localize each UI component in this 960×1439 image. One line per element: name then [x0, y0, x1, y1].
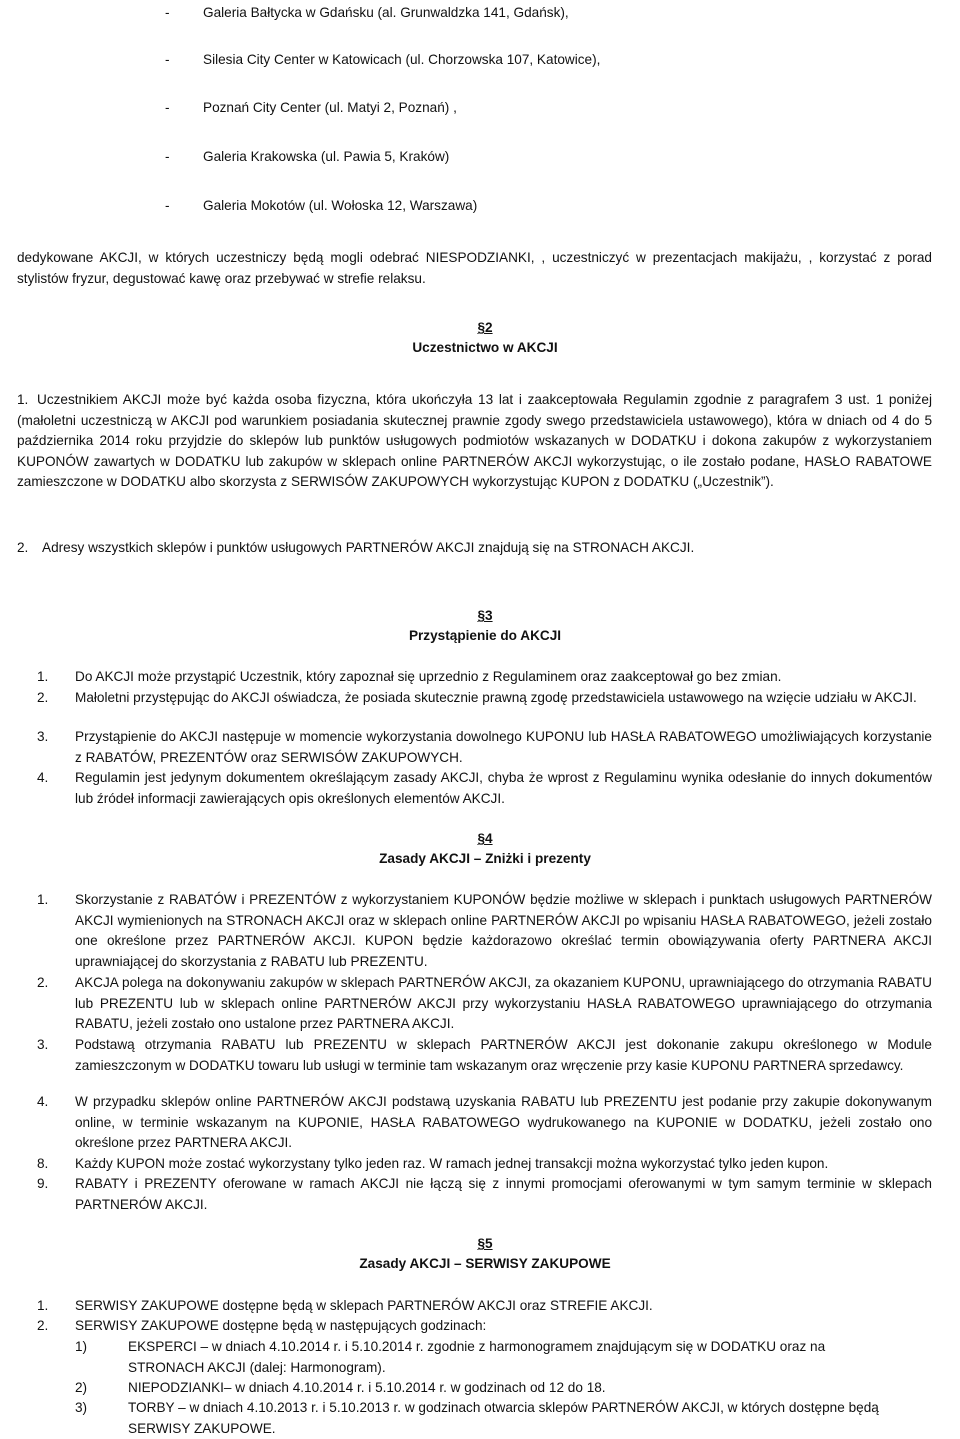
section-title: Uczestnictwo w AKCJI: [412, 340, 558, 355]
item-number: 2.: [37, 1318, 49, 1333]
item-number: 3.: [37, 1037, 49, 1052]
list-item: [37, 1154, 932, 1175]
item-number: 2.: [37, 690, 49, 705]
section-number: §4: [477, 831, 493, 846]
location-item: [165, 98, 457, 119]
location-text: Silesia City Center w Katowicach (ul. Chorzowska 107, Katowice),: [203, 52, 601, 67]
item-text: Adresy wszystkich sklepów i punktów usługowych PARTNERÓW AKCJI znajdują się na STRONACH AKCJI.: [42, 540, 695, 555]
item-text: SERWISY ZAKUPOWE dostępne będą w następujących godzinach:: [75, 1318, 487, 1333]
list-dash: -: [165, 100, 170, 115]
sub-item-number: 2): [75, 1380, 88, 1395]
item-number: 1.: [37, 892, 49, 907]
location-item: [165, 50, 600, 71]
item-text: RABATY i PREZENTY oferowane w ramach AKCJI nie łączą się z innymi promocjami oferowanymi w tym samym terminie w sklepach PARTNERÓW AKCJI.: [75, 1176, 932, 1212]
location-item: [165, 3, 569, 24]
item-number: 9.: [37, 1176, 49, 1191]
list-item: [37, 1035, 932, 1076]
item-number: 8.: [37, 1156, 49, 1171]
item-number: 3.: [37, 729, 49, 744]
sub-item-number: 1): [75, 1339, 88, 1354]
item-number: 4.: [37, 770, 49, 785]
item-text: AKCJA polega na dokonywaniu zakupów w sklepach PARTNERÓW AKCJI, za okazaniem KUPONU, uprawniającego do otrzymania RABATU lub PREZENTU lub w sklepach online PARTNERÓW AKCJI przy wykorzystaniu HASŁA RABATOWEGO uprawniającego do otrzymania RABATU, jeżeli zostało ono ustalone przez PARTNERA AKCJI.: [75, 975, 932, 1031]
item-text: Skorzystanie z RABATÓW i PREZENTÓW z wykorzystaniem KUPONÓW będzie możliwe w sklepach i punktach usługowych PARTNERÓW AKCJI wymienionych na STRONACH AKCJI oraz w sklepach online PARTNERÓW AKCJI po wpisaniu HASŁA RABATOWEGO, jeżeli zostało one określone przez PARTNERÓW AKCJI. KUPON będzie każdorazowo określać termin obowiązywania oferty PARTNERA AKCJI uprawniającej do skorzystania z RABATU lub PREZENTU.: [75, 892, 932, 969]
item-text: W przypadku sklepów online PARTNERÓW AKCJI podstawą uzyskania RABATU lub PREZENTU jest podanie przy zakupie dokonywanym online, w terminie wskazanym na KUPONIE, HASŁA RABATOWEGO wydrukowanego na KUPONIE w DODATKU, jeżeli zostało ono określone przez PARTNERA AKCJI.: [75, 1094, 932, 1150]
item-number: 1.: [37, 669, 49, 684]
section-title: Zasady AKCJI – SERWISY ZAKUPOWE: [359, 1256, 611, 1271]
list-item: [37, 973, 932, 1035]
location-text: Galeria Krakowska (ul. Pawia 5, Kraków): [203, 149, 450, 164]
item-text: SERWISY ZAKUPOWE dostępne będą w sklepach PARTNERÓW AKCJI oraz STREFIE AKCJI.: [75, 1298, 653, 1313]
list-item: [37, 1092, 932, 1154]
item-number: 2.: [17, 540, 29, 555]
location-item: [165, 147, 449, 168]
list-item: [17, 538, 932, 559]
sub-list-item: [75, 1378, 880, 1399]
item-text: Przystąpienie do AKCJI następuje w momencie wykorzystania dowolnego KUPONU lub HASŁA RABATOWEGO umożliwiających korzystanie z RABATÓW, PREZENTÓW oraz SERWISÓW ZAKUPOWYCH.: [75, 729, 932, 765]
section-number: §2: [477, 320, 493, 335]
item-text: Podstawą otrzymania RABATU lub PREZENTU w sklepach PARTNERÓW AKCJI jest dokonanie zakupu określonego w Module zamieszczonym w DODATKU towaru lub usługi w terminie tam wskazanym oraz wręczenie przy kasie KUPONU PARTNERA sprzedawcy.: [75, 1037, 932, 1073]
list-item: [37, 890, 932, 972]
item-number: 2.: [37, 975, 49, 990]
item-number: 1.: [17, 392, 29, 407]
list-item: [37, 768, 932, 809]
sub-item-number: 3): [75, 1400, 88, 1415]
section-number: §3: [477, 608, 493, 623]
item-number: 1.: [37, 1298, 49, 1313]
location-text: Galeria Bałtycka w Gdańsku (al. Grunwaldzka 141, Gdańsk),: [203, 5, 569, 20]
list-dash: -: [165, 149, 170, 164]
item-text: Do AKCJI może przystąpić Uczestnik, który zapoznał się uprzednio z Regulaminem oraz zaakceptował go bez zmian.: [75, 669, 782, 684]
list-item: [37, 1316, 932, 1337]
item-number: 4.: [37, 1094, 49, 1109]
sub-item-text: EKSPERCI – w dniach 4.10.2014 r. i 5.10.2014 r. zgodnie z harmonogramem znajdującym się w DODATKU oraz na STRONACH AKCJI (dalej: Harmonogram).: [128, 1339, 826, 1375]
list-item: [37, 727, 932, 768]
section-number: §5: [477, 1236, 493, 1251]
list-item: [37, 667, 932, 688]
list-dash: -: [165, 52, 170, 67]
list-item: [37, 1174, 932, 1215]
sub-list-item: [75, 1337, 880, 1378]
list-dash: -: [165, 5, 170, 20]
section-title: Zasady AKCJI – Zniżki i prezenty: [379, 851, 591, 866]
list-item: [37, 688, 932, 709]
sub-list-item: [75, 1398, 880, 1439]
sub-item-text: NIEPODZIANKI– w dniach 4.10.2014 r. i 5.10.2014 r. w godzinach od 12 do 18.: [128, 1380, 606, 1395]
list-dash: -: [165, 198, 170, 213]
list-item: [17, 390, 932, 493]
location-item: [165, 196, 477, 217]
intro-paragraph: dedykowane AKCJI, w których uczestniczy będą mogli odebrać NIESPODZIANKI, , uczestniczyć w prezentacjach makijażu, , korzystać z porad stylistów fryzur, degustować kawę oraz przebywać w strefie relaksu.: [17, 250, 932, 286]
item-text: Każdy KUPON może zostać wykorzystany tylko jeden raz. W ramach jednej transakcji można wykorzystać tylko jeden kupon.: [75, 1156, 829, 1171]
location-text: Poznań City Center (ul. Matyi 2, Poznań) ,: [203, 100, 457, 115]
section-title: Przystąpienie do AKCJI: [408, 628, 562, 643]
item-text: Małoletni przystępując do AKCJI oświadcza, że posiada skutecznie prawną zgodę przedstawiciela ustawowego na wzięcie udziału w AKCJI.: [75, 690, 917, 705]
item-text: Regulamin jest jedynym dokumentem określającym zasady AKCJI, chyba że wprost z Regulaminu wynika odesłanie do innych dokumentów lub źródeł informacji zawierających opis określonych elementów AKCJI.: [75, 770, 932, 806]
location-text: Galeria Mokotów (ul. Wołoska 12, Warszawa): [203, 198, 478, 213]
sub-item-text: TORBY – w dniach 4.10.2013 r. i 5.10.2013 r. w godzinach otwarcia sklepów PARTNERÓW AKCJI, w których dostępne będą SERWISY ZAKUPOWE.: [128, 1400, 879, 1436]
item-text: Uczestnikiem AKCJI może być każda osoba fizyczna, która ukończyła 13 lat i zaakceptowała Regulamin zgodnie z paragrafem 3 ust. 1 poniżej (małoletni uczestniczą w AKCJI pod warunkiem posiadania skutecznej prawnie zgody swego przedstawiciela ustawowego), która w dniach od 4 do 5 października 2014 roku przyjdzie do sklepów lub punktów usługowych podmiotów wskazanych w DODATKU i dokona zakupów z wykorzystaniem KUPONÓW zawartych w DODATKU lub zakupów w sklepach online PARTNERÓW AKCJI wykorzystując, o ile zostało podane, HASŁO RABATOWE zamieszczone w DODATKU albo skorzysta z SERWISÓW ZAKUPOWYCH wykorzystując KUPON z DODATKU („Uczestnik”).: [17, 392, 932, 489]
list-item: [37, 1296, 932, 1317]
